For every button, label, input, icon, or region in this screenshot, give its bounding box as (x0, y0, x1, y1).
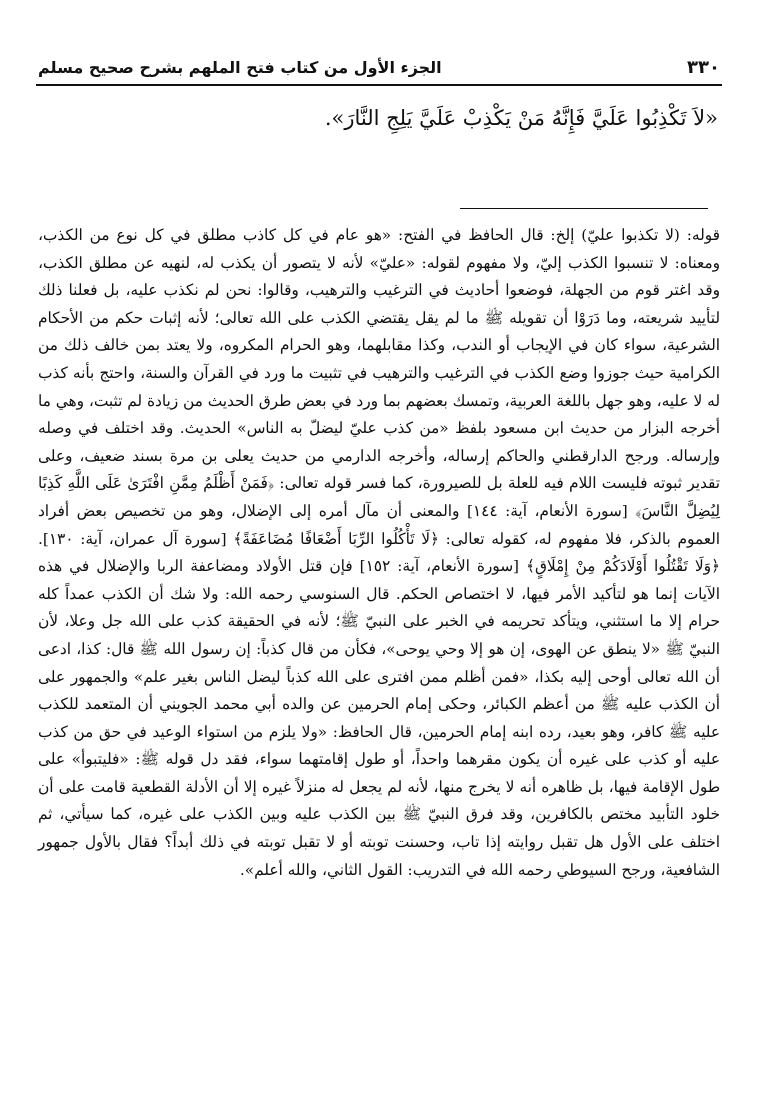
running-title: الجزء الأول من كتاب فتح الملهم بشرح صحيح مسلم (38, 57, 442, 77)
commentary-body (38, 222, 720, 884)
commentary-paragraph: قوله: (لا تكذبوا عليّ) إلخ: قال الحافظ في الفتح: «هو عام في كل كاذب مطلق في كل نوع من الكذب، ومعناه: لا تنسبوا الكذب إليّ، ولا مفهوم لقوله: «عليّ» لأنه لا يتصور أن يكذب له، لنهيه عن مطلق الكذب، وقد اغتر قوم من الجهلة، فوضعوا أحاديث في الترغيب والترهيب، وقالوا: نحن لم نكذب عليه، بل فعلنا ذلك لتأييد شريعته، وما دَرَوْا أن تقويله ﷺ ما لم يقل يقتضي الكذب على الله تعالى؛ لأنه إثبات حكم من الأحكام الشرعية، سواء كان في الإيجاب أو الندب، وكذا مقابلهما، وهو الحرام المكروه، ولا يعتد بمن خالف ذلك من الكرامية حيث جوزوا وضع الكذب في الترغيب والترهيب في تثبيت ما ورد في القرآن والسنة، واحتج بأنه كذب له لا عليه، وهو جهل باللغة العربية، وتمسك بعضهم بما ورد في بعض طرق الحديث من زيادة لم تثبت، وهي ما أخرجه البزار من حديث ابن مسعود بلفظ «من كذب عليّ ليضلّ به الناس» الحديث. وقد اختلف في وصله وإرساله. ورجح الدارقطني والحاكم إرساله، وأخرجه الدارمي من حديث يعلى بن مرة بسند ضعيف، وعلى تقدير ثبوته فليست اللام فيه للعلة بل للصيرورة، كما فسر قوله تعالى: ﴿فَمَنْ أَظْلَمُ مِمَّنِ افْتَرَىٰ عَلَى اللَّهِ كَذِبًا لِيُضِلَّ النَّاسَ﴾ [سورة الأنعام، آية: ١٤٤] والمعنى أن مآل أمره إلى الإضلال، وهو من تخصيص بعض أفراد العموم بالذكر، فلا مفهوم له، كقوله تعالى: ﴿لَا تَأْكُلُوا الرِّبَا أَضْعَافًا مُضَاعَفَةً﴾ [سورة آل عمران، آية: ١٣٠]. ﴿وَلَا تَقْتُلُوا أَوْلَادَكُمْ مِنْ إِمْلَاقٍ﴾ [سورة الأنعام، آية: ١٥٢] فإن قتل الأولاد ومضاعفة الربا والإضلال في هذه الآيات إنما هو لتأكيد الأمر فيها، لا اختصاص الحكم. قال السنوسي رحمه الله: ولا شك أن الكذب عمداً كله حرام إلا ما استثني، ويتأكد تحريمه في الخبر على النبيّ ﷺ؛ لأنه في الحقيقة كذب على الله جل وعلا، لأن النبيّ ﷺ «لا ينطق عن الهوى، إن هو إلا وحي يوحى»، فكأن من قال كذباً: إن رسول الله ﷺ قال: كذا، ادعى أن الله تعالى أوحى إليه بكذا، «فمن أظلم ممن افترى على الله كذباً ليضل الناس بغير علم» والجمهور على أن الكذب عليه ﷺ من أعظم الكبائر، وحكى إمام الحرمين عن والده أبي محمد الجويني أن المتعمد للكذب عليه ﷺ كافر، وهو بعيد، رده ابنه إمام الحرمين، قال الحافظ: «ولا يلزم من استواء الوعيد في حق من كذب عليه أو كذب على غيره أن يكون مقرهما واحداً، أو طول إقامتهما سواء، فقد دل قوله ﷺ: «فليتبوأ» على طول الإقامة فيها، بل ظاهره أنه لا يخرج منها، لأنه لم يجعل له منزلاً غيره إلا أن الأدلة القطعية قامت على أن خلود التأبيد مختص بالكافرين، وقد فرق النبيّ ﷺ بين الكذب عليه وبين الكذب على غيره، كما سيأتي، ثم اختلف على الأول هل تقبل روايته إذا تاب، وحسنت توبته أو لا تقبل توبته في ذلك أبداً؟ فقال بالأول جمهور الشافعية، ورجح السيوطي رحمه الله في التدريب: القول الثاني، والله أعلم». (38, 226, 720, 879)
header-divider (36, 84, 722, 86)
hadith-text: «لاَ تَكْذِبُوا عَلَيَّ فَإِنَّهُ مَنْ يَكْذِبْ عَلَيَّ يَلِجِ النَّارَ». (324, 106, 718, 130)
page-header (38, 52, 720, 82)
page-number: ٣٣٠ (687, 56, 720, 78)
footnote-divider (460, 208, 708, 209)
